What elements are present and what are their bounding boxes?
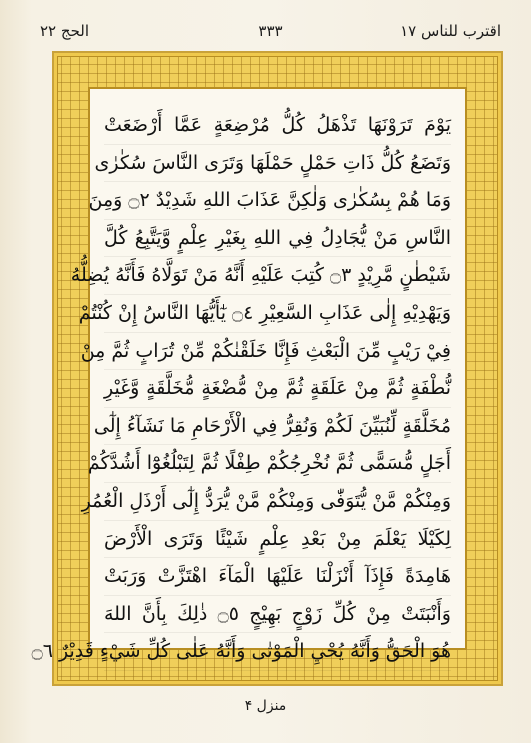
text-line: يَوْمَ تَرَوْنَهَا تَذْهَلُ كُلُّ مُرْضِعَةٍ عَمَّا أَرْضَعَتْ — [104, 107, 451, 145]
text-line: شَيْطٰنٍ مَّرِيْدٍ ۝٣ كُتِبَ عَلَيْهِ أَنَّهُ مَنْ تَوَلَّاهُ فَأَنَّهُ يُضِلُّهُ — [104, 257, 451, 295]
page-number: ٣٣٣ — [258, 22, 283, 40]
text-line: وَتَضَعُ كُلُّ ذَاتِ حَمْلٍ حَمْلَهَا وَتَرَى النَّاسَ سُكٰرٰى — [104, 145, 451, 183]
text-line: وَمَا هُمْ بِسُكٰرٰى وَلٰكِنَّ عَذَابَ اللهِ شَدِيْدٌ ۝٢ وَمِنَ — [104, 182, 451, 220]
text-line: هُوَ الْحَقُّ وَأَنَّهُ يُحْيِ الْمَوْتٰى وَأَنَّهُ عَلٰى كُلِّ شَيْءٍ قَدِيْرٌ ۝٦ — [104, 633, 451, 671]
text-line: وَمِنْكُمْ مَّنْ يُّتَوَفّٰى وَمِنْكُمْ مَّنْ يُّرَدُّ إِلٰٓى أَرْذَلِ الْعُمُرِ — [104, 483, 451, 521]
manzil-marker: منزل ۴ — [244, 698, 287, 714]
text-line: فِيْ رَيْبٍ مِّنَ الْبَعْثِ فَإِنَّا خَلَقْنٰكُمْ مِّنْ تُرَابٍ ثُمَّ مِنْ — [104, 333, 451, 371]
text-line: وَأَنْبَتَتْ مِنْ كُلِّ زَوْجٍ بَهِيْجٍ ۝٥ ذٰلِكَ بِأَنَّ اللهَ — [104, 596, 451, 634]
surah-title: الحج ٢٢ — [40, 22, 89, 40]
text-line: النَّاسِ مَنْ يُّجَادِلُ فِي اللهِ بِغَيْرِ عِلْمٍ وَّيَتَّبِعُ كُلَّ — [104, 220, 451, 258]
greek-key-pattern — [31, 56, 498, 681]
juz-title: اقترب للناس ۱۷ — [400, 22, 501, 40]
text-panel — [31, 87, 467, 663]
page-header — [40, 22, 501, 50]
text-line: مُخَلَّقَةٍ لِّنُبَيِّنَ لَكُمْ وَنُقِرُّ فِي الْأَرْحَامِ مَا نَشَآءُ إِلٰٓى — [104, 408, 451, 446]
ornamental-border — [31, 51, 503, 686]
text-line: هَامِدَةً فَإِذَآ أَنْزَلْنَا عَلَيْهَا الْمَآءَ اهْتَزَّتْ وَرَبَتْ — [104, 558, 451, 596]
text-line: وَيَهْدِيْهِ إِلٰى عَذَابِ السَّعِيْرِ ۝٤ يٰٓأَيُّهَا النَّاسُ إِنْ كُنْتُمْ — [104, 295, 451, 333]
verse-lines — [31, 107, 451, 663]
text-line: نُّطْفَةٍ ثُمَّ مِنْ عَلَقَةٍ ثُمَّ مِنْ مُّضْغَةٍ مُّخَلَّقَةٍ وَّغَيْرِ — [104, 370, 451, 408]
text-line: لِكَيْلَا يَعْلَمَ مِنْ بَعْدِ عِلْمٍ شَيْئًا وَتَرَى الْأَرْضَ — [104, 521, 451, 559]
text-line: أَجَلٍ مُّسَمًّى ثُمَّ نُخْرِجُكُمْ طِفْلًا ثُمَّ لِتَبْلُغُوْٓا أَشُدَّكُمْ — [104, 445, 451, 483]
